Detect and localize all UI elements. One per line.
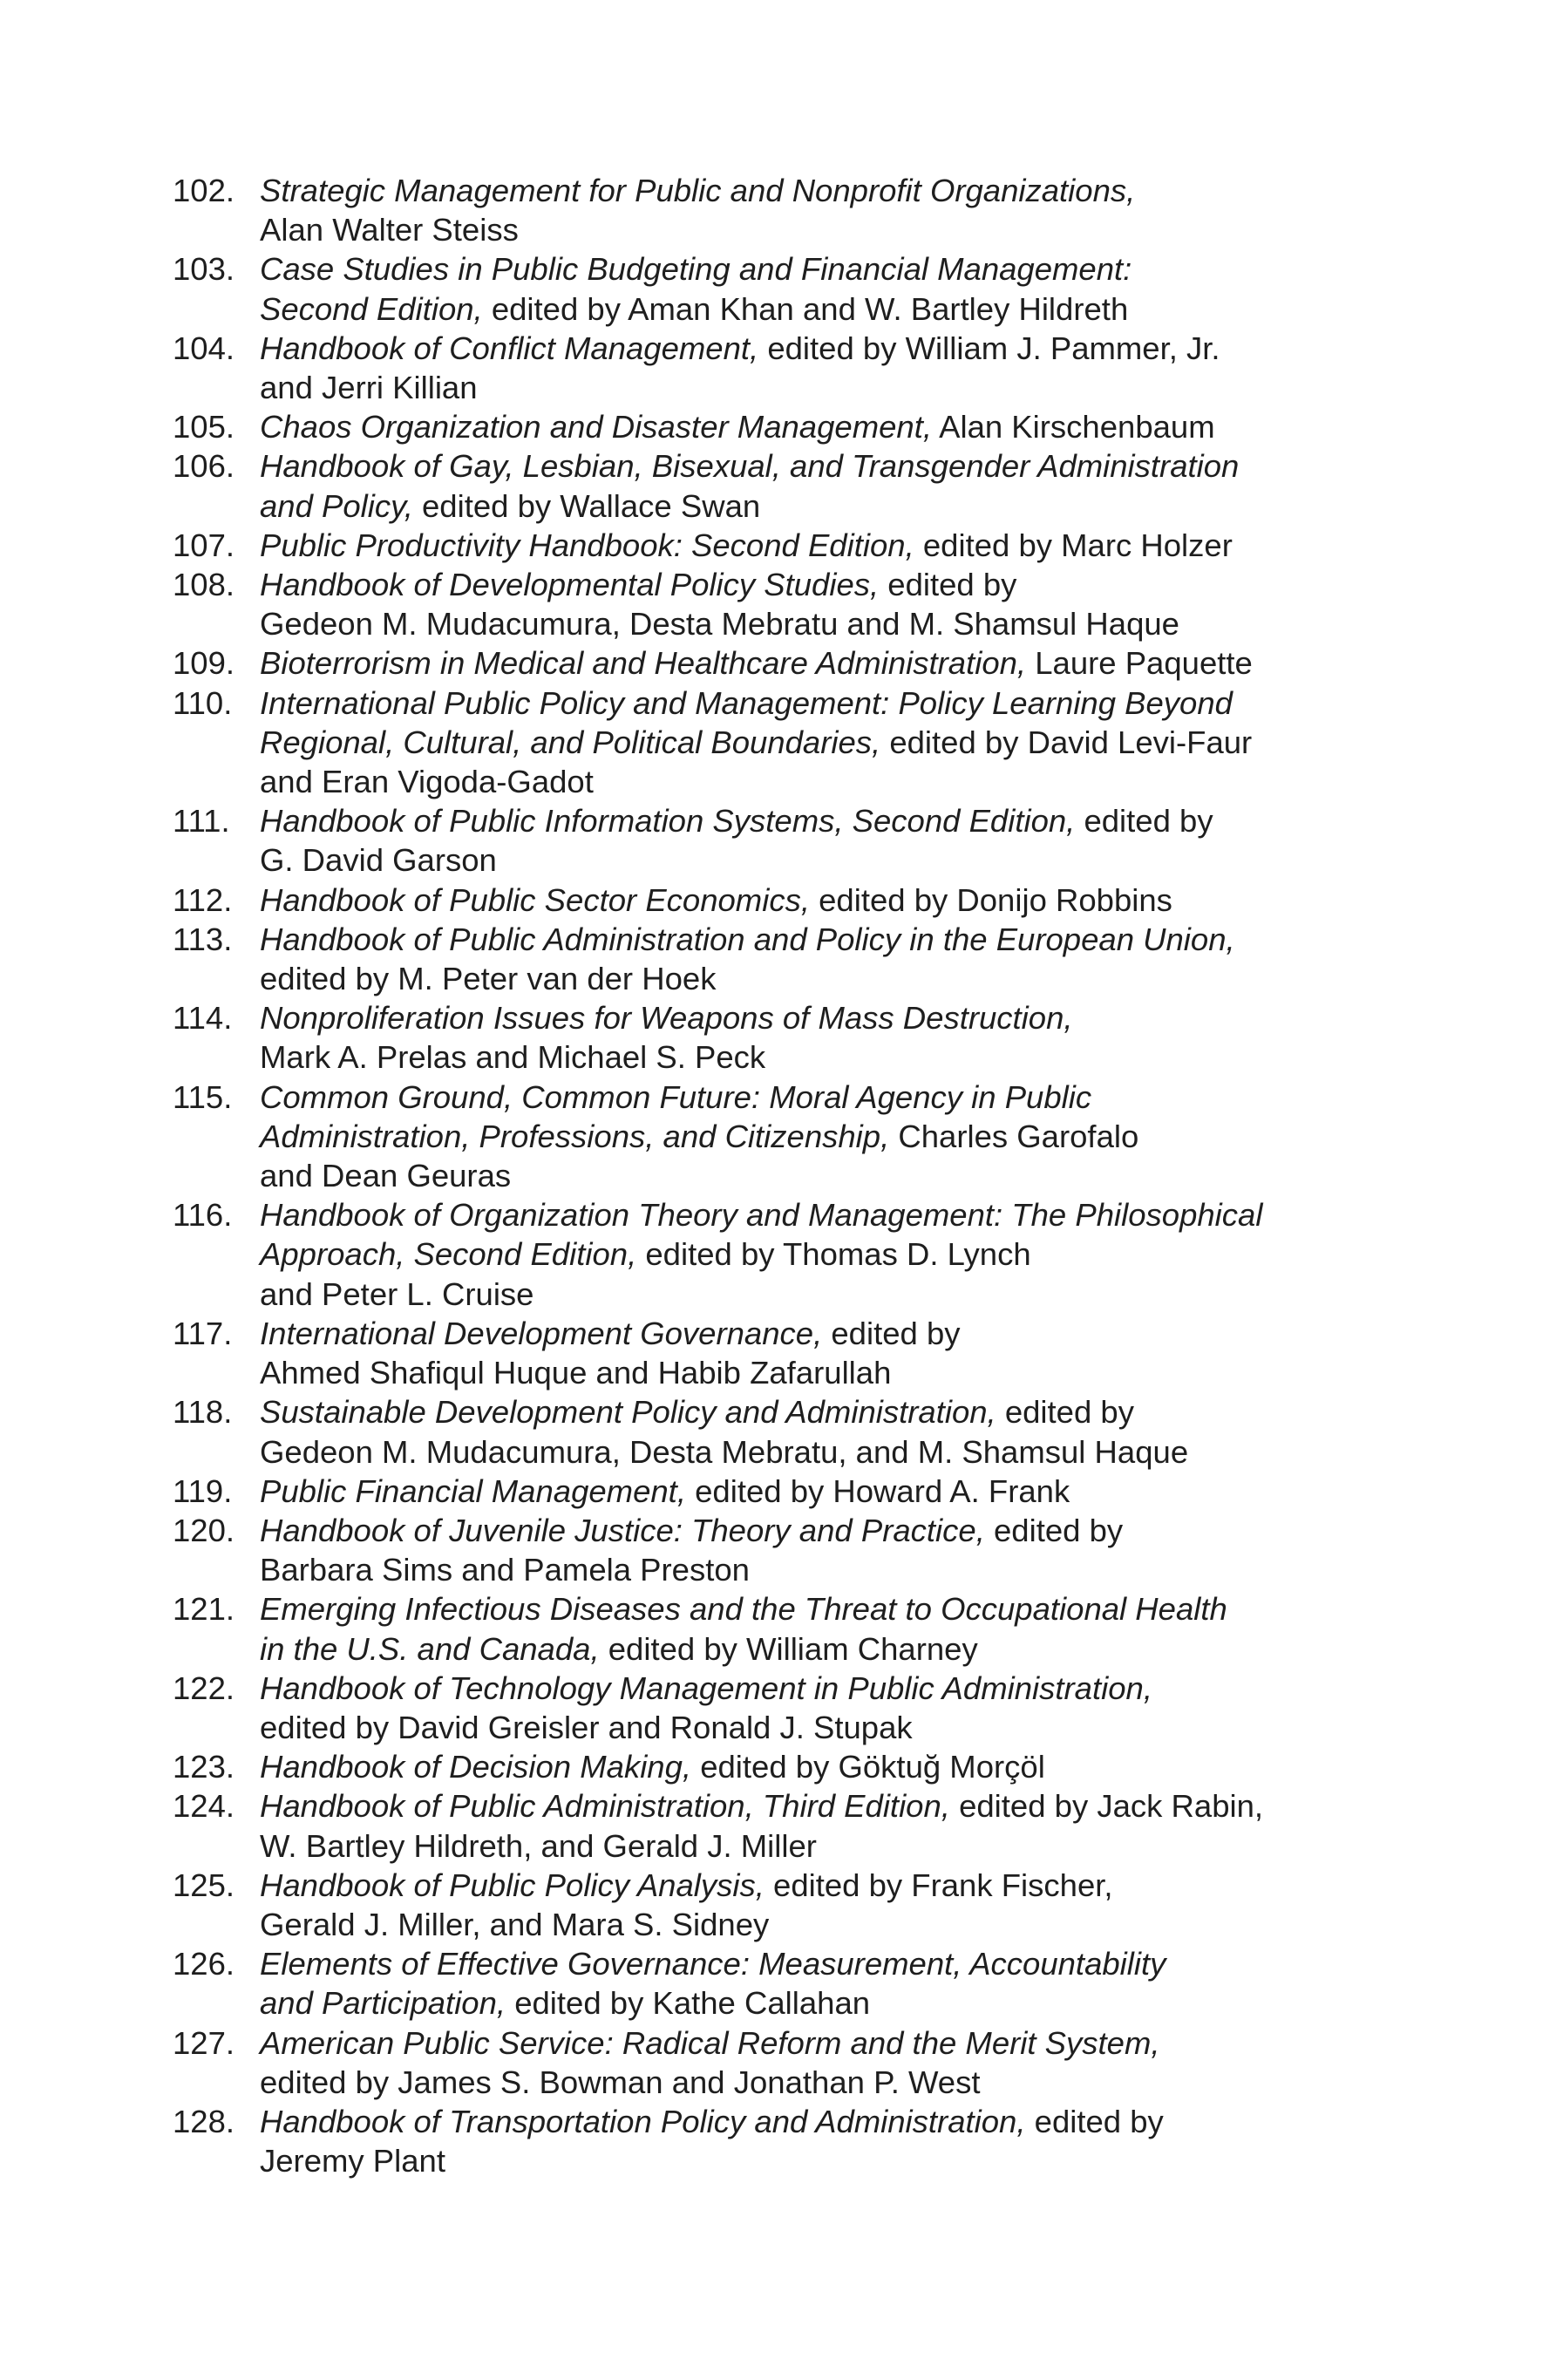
entry-line	[260, 210, 1410, 249]
author-text: Ahmed Shafiqul Huque and Habib Zafarullah	[260, 1355, 892, 1391]
entry-line	[260, 1275, 1410, 1314]
entry-number: 111.	[173, 803, 230, 840]
book-title: Elements of Effective Governance: Measurement, Accountability	[260, 1946, 1166, 1982]
series-entry	[173, 446, 1410, 525]
entry-text	[260, 1747, 1410, 1786]
entry-line	[260, 1589, 1410, 1629]
entry-text	[260, 1472, 1410, 1511]
entry-number: 114.	[173, 1000, 233, 1037]
author-text: G. David Garson	[260, 842, 497, 879]
entry-line	[260, 1905, 1410, 1944]
book-title: Handbook of Gay, Lesbian, Bisexual, and Transgender Administration	[260, 448, 1240, 485]
entry-line	[260, 920, 1410, 959]
entry-text	[260, 1669, 1410, 1747]
entry-text	[260, 526, 1410, 565]
series-entry	[173, 1195, 1410, 1314]
series-entry	[173, 920, 1410, 998]
author-text: Gedeon M. Mudacumura, Desta Mebratu, and M. Shamsul Haque	[260, 1433, 1189, 1470]
entry-text	[260, 881, 1410, 920]
entry-line	[260, 959, 1410, 998]
entry-number: 123.	[173, 1749, 235, 1785]
entry-line	[260, 1078, 1410, 1117]
author-text: edited by David Greisler and Ronald J. Stupak	[260, 1709, 913, 1745]
entry-line	[260, 1195, 1410, 1234]
entry-line	[260, 1472, 1410, 1511]
book-title: Handbook of Conflict Management,	[260, 330, 759, 366]
book-title: Handbook of Public Administration and Policy in the European Union,	[260, 921, 1235, 957]
series-entry	[173, 683, 1410, 802]
entry-line	[260, 643, 1410, 683]
series-entry	[173, 2102, 1410, 2180]
series-list	[173, 171, 1410, 2180]
author-text: Mark A. Prelas and Michael S. Peck	[260, 1039, 766, 1076]
entry-number: 118.	[173, 1394, 233, 1431]
series-entry	[173, 1472, 1410, 1511]
entry-line	[260, 998, 1410, 1037]
entry-number: 110.	[173, 684, 233, 721]
series-entry	[173, 1944, 1410, 2023]
author-text: edited by Marc Holzer	[914, 527, 1233, 563]
book-title: Handbook of Organization Theory and Management: The Philosophical	[260, 1197, 1263, 1234]
entry-line	[260, 329, 1410, 368]
series-entry	[173, 1669, 1410, 1747]
entry-number: 112.	[173, 881, 233, 918]
entry-text	[260, 1944, 1410, 2023]
series-entry	[173, 1747, 1410, 1786]
entry-number: 116.	[173, 1197, 233, 1234]
book-title: Handbook of Decision Making,	[260, 1749, 692, 1785]
entry-line	[260, 1786, 1410, 1826]
entry-line	[260, 1747, 1410, 1786]
entry-line	[260, 1156, 1410, 1195]
entry-text	[260, 1589, 1410, 1668]
entry-text	[260, 801, 1410, 880]
book-title: International Development Governance,	[260, 1315, 823, 1351]
author-text: edited by James S. Bowman and Jonathan P. West	[260, 2064, 981, 2100]
entry-number: 124.	[173, 1788, 235, 1825]
book-title: Common Ground, Common Future: Moral Agency in Public	[260, 1078, 1092, 1115]
entry-line	[260, 840, 1410, 880]
entry-line	[260, 1353, 1410, 1392]
book-title: Strategic Management for Public and Nonprofit Organizations,	[260, 173, 1136, 208]
book-title: Approach, Second Edition,	[260, 1236, 637, 1273]
entry-text	[260, 1511, 1410, 1589]
entry-text	[260, 565, 1410, 643]
entry-number: 108.	[173, 567, 235, 603]
entry-number: 127.	[173, 2024, 235, 2061]
entry-text	[260, 643, 1410, 683]
entry-line	[260, 1432, 1410, 1472]
entry-text	[260, 683, 1410, 802]
author-text: Jeremy Plant	[260, 2143, 445, 2179]
entry-line	[260, 2063, 1410, 2102]
series-entry	[173, 2023, 1410, 2102]
entry-number: 122.	[173, 1669, 235, 1706]
book-title: and Participation,	[260, 1985, 506, 2022]
series-entry	[173, 1078, 1410, 1196]
author-text: edited by	[879, 567, 1017, 603]
entry-text	[260, 1866, 1410, 1944]
book-title: Handbook of Transportation Policy and Administration,	[260, 2103, 1026, 2139]
book-title: Public Financial Management,	[260, 1472, 686, 1509]
entry-number: 119.	[173, 1472, 233, 1509]
entry-line	[260, 446, 1410, 486]
series-entry	[173, 1314, 1410, 1392]
entry-line	[260, 1629, 1410, 1669]
author-text: edited by Donijo Robbins	[809, 881, 1172, 918]
book-title: Second Edition,	[260, 290, 483, 327]
book-series-page	[173, 171, 1410, 2180]
author-text: edited by William Charney	[599, 1630, 978, 1667]
entry-text	[260, 998, 1410, 1077]
entry-line	[260, 1866, 1410, 1905]
series-entry	[173, 1589, 1410, 1668]
entry-number: 104.	[173, 330, 235, 366]
entry-line	[260, 762, 1410, 801]
book-title: Bioterrorism in Medical and Healthcare Administration,	[260, 645, 1027, 682]
book-title: Handbook of Technology Management in Public Administration,	[260, 1669, 1152, 1706]
book-title: Handbook of Developmental Policy Studies,	[260, 567, 880, 603]
author-text: edited by Howard A. Frank	[685, 1472, 1070, 1509]
entry-line	[260, 171, 1410, 210]
series-entry	[173, 643, 1410, 683]
entry-text	[260, 329, 1410, 407]
entry-number: 117.	[173, 1315, 233, 1351]
book-title: Handbook of Juvenile Justice: Theory and Practice,	[260, 1512, 985, 1548]
book-title: Nonproliferation Issues for Weapons of Mass Destruction,	[260, 1000, 1073, 1037]
author-text: Alan Kirschenbaum	[931, 409, 1215, 445]
entry-line	[260, 486, 1410, 526]
author-text: edited by Göktuğ Morçöl	[691, 1749, 1045, 1785]
entry-line	[260, 407, 1410, 446]
entry-text	[260, 1078, 1410, 1196]
entry-number: 121.	[173, 1591, 235, 1628]
series-entry	[173, 249, 1410, 328]
author-text: and Jerri Killian	[260, 370, 478, 406]
entry-line	[260, 1314, 1410, 1353]
book-title: and Policy,	[260, 487, 413, 524]
entry-line	[260, 801, 1410, 840]
entry-line	[260, 1983, 1410, 2023]
entry-number: 113.	[173, 921, 233, 957]
author-text: edited by	[984, 1512, 1124, 1548]
entry-line	[260, 604, 1410, 643]
entry-line	[260, 1511, 1410, 1550]
entry-line	[260, 368, 1410, 407]
series-entry	[173, 1511, 1410, 1589]
entry-line	[260, 1826, 1410, 1866]
series-entry	[173, 407, 1410, 446]
author-text: edited by Thomas D. Lynch	[636, 1236, 1031, 1273]
entry-line	[260, 2102, 1410, 2141]
book-title: Emerging Infectious Diseases and the Threat to Occupational Health	[260, 1591, 1227, 1628]
author-text: W. Bartley Hildreth, and Gerald J. Miller	[260, 1827, 817, 1864]
entry-text	[260, 2102, 1410, 2180]
series-entry	[173, 526, 1410, 565]
series-entry	[173, 881, 1410, 920]
author-text: edited by	[1075, 803, 1213, 840]
series-entry	[173, 329, 1410, 407]
entry-number: 126.	[173, 1946, 235, 1982]
series-entry	[173, 801, 1410, 880]
entry-text	[260, 1195, 1410, 1314]
author-text: edited by Aman Khan and W. Bartley Hildreth	[482, 290, 1129, 327]
book-title: Chaos Organization and Disaster Management,	[260, 409, 932, 445]
entry-line	[260, 289, 1410, 329]
entry-line	[260, 1234, 1410, 1274]
entry-line	[260, 1708, 1410, 1747]
entry-text	[260, 2023, 1410, 2102]
entry-number: 128.	[173, 2103, 235, 2139]
book-title: Handbook of Public Information Systems, Second Edition,	[260, 803, 1076, 840]
entry-line	[260, 2023, 1410, 2063]
entry-text	[260, 1392, 1410, 1471]
entry-line	[260, 1392, 1410, 1431]
entry-line	[260, 1550, 1410, 1589]
entry-line	[260, 565, 1410, 604]
entry-line	[260, 881, 1410, 920]
author-text: Alan Walter Steiss	[260, 212, 519, 248]
author-text: and Eran Vigoda-Gadot	[260, 764, 594, 800]
author-text: Barbara Sims and Pamela Preston	[260, 1552, 750, 1588]
entry-number: 120.	[173, 1512, 235, 1548]
author-text: edited by M. Peter van der Hoek	[260, 961, 717, 997]
book-title: Administration, Professions, and Citizenship,	[260, 1118, 890, 1154]
entry-number: 115.	[173, 1078, 233, 1115]
author-text: edited by	[822, 1315, 961, 1351]
author-text: edited by Kathe Callahan	[506, 1985, 871, 2022]
book-title: International Public Policy and Management: Policy Learning Beyond	[260, 684, 1233, 721]
series-entry	[173, 565, 1410, 643]
book-title: in the U.S. and Canada,	[260, 1630, 600, 1667]
author-text: edited by William J. Pammer, Jr.	[758, 330, 1220, 366]
entry-text	[260, 249, 1410, 328]
entry-line	[260, 2141, 1410, 2180]
author-text: Charles Garofalo	[889, 1118, 1139, 1154]
series-entry	[173, 1786, 1410, 1865]
author-text: edited by Frank Fischer,	[764, 1867, 1113, 1903]
entry-text	[260, 446, 1410, 525]
entry-text	[260, 1314, 1410, 1392]
entry-text	[260, 920, 1410, 998]
author-text: edited by Jack Rabin,	[949, 1788, 1264, 1825]
series-entry	[173, 998, 1410, 1077]
book-title: Case Studies in Public Budgeting and Financial Management:	[260, 251, 1132, 288]
book-title: Regional, Cultural, and Political Boundaries,	[260, 724, 881, 760]
entry-number: 105.	[173, 409, 235, 445]
entry-number: 109.	[173, 645, 235, 682]
book-title: Public Productivity Handbook: Second Edition,	[260, 527, 914, 563]
series-entry	[173, 1866, 1410, 1944]
book-title: Handbook of Public Administration, Third Edition,	[260, 1788, 950, 1825]
entry-line	[260, 1944, 1410, 1983]
entry-text	[260, 1786, 1410, 1865]
author-text: Laure Paquette	[1026, 645, 1253, 682]
entry-line	[260, 723, 1410, 762]
author-text: edited by	[1025, 2103, 1164, 2139]
entry-number: 125.	[173, 1867, 235, 1903]
entry-number: 106.	[173, 448, 235, 485]
book-title: Handbook of Public Sector Economics,	[260, 881, 810, 918]
author-text: edited by David Levi-Faur	[880, 724, 1253, 760]
series-entry	[173, 1392, 1410, 1471]
series-entry	[173, 171, 1410, 249]
author-text: and Dean Geuras	[260, 1158, 512, 1194]
author-text: Gedeon M. Mudacumura, Desta Mebratu and M. Shamsul Haque	[260, 606, 1179, 643]
book-title: Handbook of Public Policy Analysis,	[260, 1867, 765, 1903]
author-text: edited by	[996, 1394, 1134, 1431]
entry-line	[260, 1037, 1410, 1077]
author-text: and Peter L. Cruise	[260, 1275, 534, 1312]
entry-number: 102.	[173, 173, 235, 208]
entry-line	[260, 1117, 1410, 1156]
author-text: Gerald J. Miller, and Mara S. Sidney	[260, 1906, 770, 1942]
entry-number: 107.	[173, 527, 235, 563]
entry-text	[260, 171, 1410, 249]
author-text: edited by Wallace Swan	[412, 487, 761, 524]
entry-line	[260, 526, 1410, 565]
book-title: American Public Service: Radical Reform and the Merit System,	[260, 2024, 1160, 2061]
entry-line	[260, 683, 1410, 723]
book-title: Sustainable Development Policy and Administration,	[260, 1394, 996, 1431]
entry-number: 103.	[173, 251, 235, 288]
entry-text	[260, 407, 1410, 446]
entry-line	[260, 1669, 1410, 1708]
entry-line	[260, 249, 1410, 289]
